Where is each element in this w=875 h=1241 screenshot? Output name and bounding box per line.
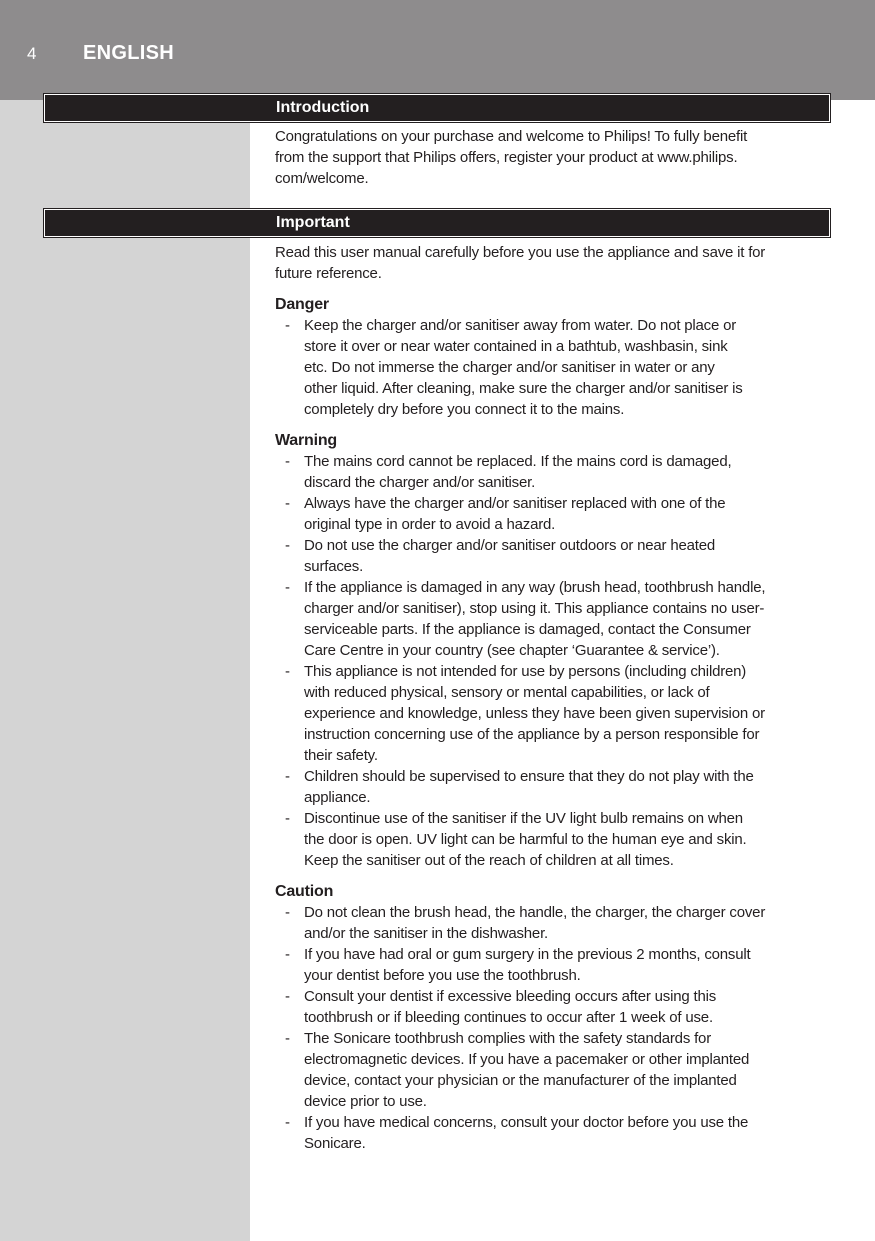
left-margin-column: [0, 100, 250, 1241]
section-bar-introduction: [44, 94, 830, 122]
text-line: This appliance is not intended for use by persons (including children): [304, 663, 747, 680]
list-item: [275, 902, 835, 944]
list-item: [275, 986, 835, 1028]
text-line: appliance.: [304, 789, 371, 806]
list-item: [275, 493, 835, 535]
list-item: [275, 661, 835, 766]
text-line: charger and/or sanitiser), stop using it. This appliance contains no user-: [304, 600, 765, 617]
text-line: Always have the charger and/or sanitiser replaced with one of the: [304, 495, 726, 512]
text-line: The mains cord cannot be replaced. If the mains cord is damaged,: [304, 453, 732, 470]
bullet-dash: -: [285, 1114, 290, 1131]
list-item: [275, 451, 835, 493]
bullet-dash: -: [285, 317, 290, 334]
text-line: Congratulations on your purchase and welcome to Philips! To fully benefit: [275, 128, 748, 145]
subsection-heading: Caution: [275, 883, 334, 900]
text-line: and/or the sanitiser in the dishwasher.: [304, 925, 549, 942]
list-item: [275, 315, 835, 420]
text-line: device prior to use.: [304, 1093, 427, 1110]
text-line: If the appliance is damaged in any way (brush head, toothbrush handle,: [304, 579, 766, 596]
text-line: the door is open. UV light can be harmful to the human eye and skin.: [304, 831, 747, 848]
text-line: with reduced physical, sensory or mental capabilities, or lack of: [304, 684, 710, 701]
text-line: your dentist before you use the toothbrush.: [304, 967, 581, 984]
text-line: etc. Do not immerse the charger and/or sanitiser in water or any: [304, 359, 715, 376]
text-line: Sonicare.: [304, 1135, 366, 1152]
section-danger: [275, 294, 835, 420]
bullet-dash: -: [285, 904, 290, 921]
section-warning: [275, 430, 835, 871]
text-line: If you have had oral or gum surgery in the previous 2 months, consult: [304, 946, 751, 963]
bullet-dash: -: [285, 537, 290, 554]
text-line: electromagnetic devices. If you have a pacemaker or other implanted: [304, 1051, 750, 1068]
text-line: Children should be supervised to ensure that they do not play with the: [304, 768, 754, 785]
text-line: Discontinue use of the sanitiser if the UV light bulb remains on when: [304, 810, 743, 827]
bullet-dash: -: [285, 495, 290, 512]
bullet-dash: -: [285, 810, 290, 827]
subsection-heading: Warning: [275, 432, 337, 449]
text-line: from the support that Philips offers, register your product at www.philips.: [275, 149, 738, 166]
introduction-text: [275, 126, 835, 189]
text-line: Keep the sanitiser out of the reach of children at all times.: [304, 852, 674, 869]
text-line: device, contact your physician or the manufacturer of the implanted: [304, 1072, 737, 1089]
subsection-heading: Danger: [275, 296, 329, 313]
bullet-dash: -: [285, 946, 290, 963]
text-line: Consult your dentist if excessive bleeding occurs after using this: [304, 988, 717, 1005]
text-line: store it over or near water contained in a bathtub, washbasin, sink: [304, 338, 728, 355]
text-line: com/welcome.: [275, 170, 369, 187]
text-line: their safety.: [304, 747, 378, 764]
section-title: Important: [276, 214, 350, 231]
list-item: [275, 577, 835, 661]
text-line: serviceable parts. If the appliance is damaged, contact the Consumer: [304, 621, 751, 638]
text-line: Care Centre in your country (see chapter ‘Guarantee & service’).: [304, 642, 720, 659]
text-line: instruction concerning use of the appliance by a person responsible for: [304, 726, 760, 743]
text-line: Do not clean the brush head, the handle, the charger, the charger cover: [304, 904, 766, 921]
text-line: future reference.: [275, 265, 382, 282]
text-line: The Sonicare toothbrush complies with the safety standards for: [304, 1030, 711, 1047]
section-caution: [275, 881, 835, 1154]
list-item: [275, 766, 835, 808]
bullet-dash: -: [285, 663, 290, 680]
text-line: experience and knowledge, unless they have been given supervision or: [304, 705, 765, 722]
list-item: [275, 1028, 835, 1112]
text-line: surfaces.: [304, 558, 364, 575]
bullet-dash: -: [285, 453, 290, 470]
page-header: [0, 0, 875, 100]
text-line: discard the charger and/or sanitiser.: [304, 474, 536, 491]
text-line: toothbrush or if bleeding continues to occur after 1 week of use.: [304, 1009, 713, 1026]
bullet-dash: -: [285, 768, 290, 785]
list-item: [275, 535, 835, 577]
language-title: ENGLISH: [83, 42, 174, 64]
text-line: original type in order to avoid a hazard.: [304, 516, 556, 533]
bullet-dash: -: [285, 988, 290, 1005]
text-line: other liquid. After cleaning, make sure the charger and/or sanitiser is: [304, 380, 743, 397]
list-item: [275, 808, 835, 871]
section-title: Introduction: [276, 99, 370, 116]
section-bar-important: [44, 209, 830, 237]
bullet-dash: -: [285, 579, 290, 596]
bullet-dash: -: [285, 1030, 290, 1047]
list-item: [275, 944, 835, 986]
text-line: Do not use the charger and/or sanitiser outdoors or near heated: [304, 537, 715, 554]
important-text: [275, 242, 835, 1154]
text-line: Keep the charger and/or sanitiser away from water. Do not place or: [304, 317, 737, 334]
text-line: completely dry before you connect it to the mains.: [304, 401, 625, 418]
list-item: [275, 1112, 835, 1154]
text-line: Read this user manual carefully before you use the appliance and save it for: [275, 244, 766, 261]
page-number: 4: [27, 44, 37, 63]
text-line: If you have medical concerns, consult your doctor before you use the: [304, 1114, 749, 1131]
